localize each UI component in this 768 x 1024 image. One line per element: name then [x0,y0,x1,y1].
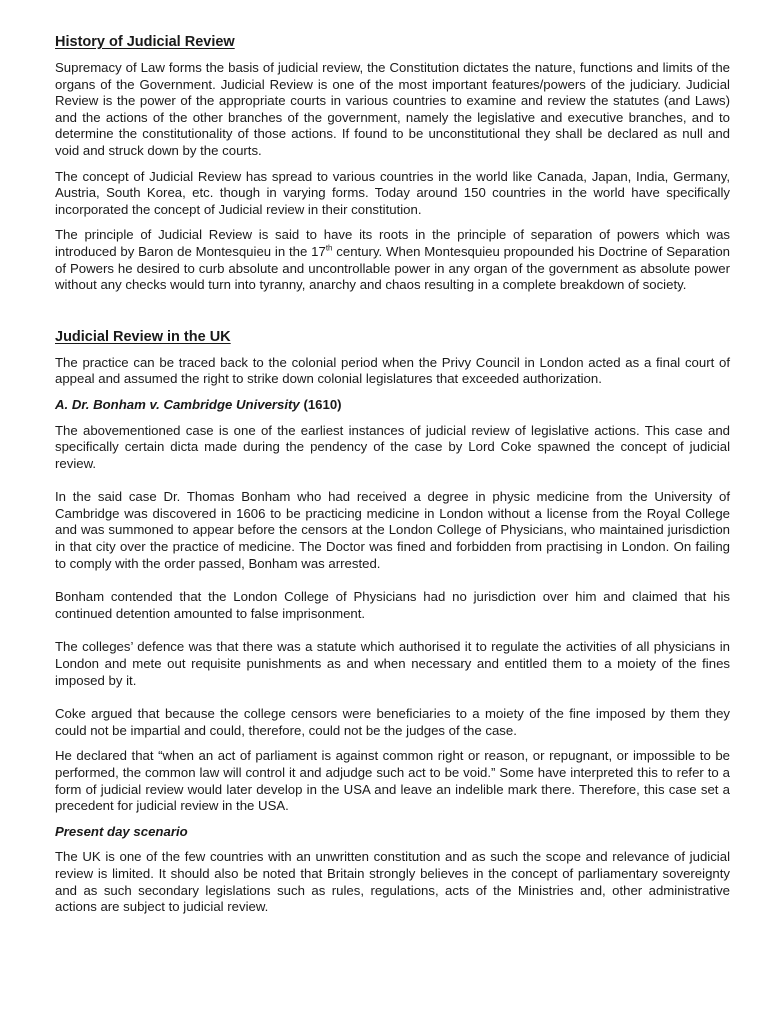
paragraph-supremacy: Supremacy of Law forms the basis of judicial review, the Constitution dictates the nature, functions and limits of the organs of the Government. Judicial Review is one of the most important features/powers of the judiciary. Judicial Review is the power of the appropriate courts in various countries to examine and review the statutes (and Laws) and the actions of the other branches of the government, namely the legislative and executive branches, and to determine the constitutionality of those actions. If found to be unconstitutional they shall be declared as null and void and struck down by the courts. [55,60,730,158]
paragraph-spread: The concept of Judicial Review has spread to various countries in the world like Canada, Japan, India, Germany, Austria, South Korea, etc. though in varying forms. Today around 150 countries in the world have specifically incorporated the concept of Judicial review in their constitution. [55,168,730,217]
case-title: A. Dr. Bonham v. Cambridge University [55,396,300,412]
paragraph-college-defence: The colleges’ defence was that there was a statute which authorised it to regulate the activities of all physicians in London and mete out requisite punishments as and when necessary and entitled them to a moiety of the fines imposed by it. [55,639,730,688]
paragraph-earliest-instance: The abovementioned case is one of the earliest instances of judicial review of legislative actions. This case and specifically certain dicta made during the pendency of the case by Lord Coke spawned the concept of judicial review. [55,422,730,471]
paragraph-separation-of-powers [55,227,730,293]
superscript-th: th [325,243,333,253]
subheading-present-day: Present day scenario [55,823,188,839]
paragraph-coke-argument: Coke argued that because the college censors were beneficiaries to a moiety of the fine imposed by them they could not be impartial and could, therefore, could not be the judges of the case. [55,706,730,738]
paragraph-coke-declaration: He declared that “when an act of parliament is against common right or reason, or repugnant, or impossible to be performed, the common law will control it and adjudge such act to be void.” Some have interpreted this to refer to a form of judicial review would later develop in the USA and leave an indelible mark there. Therefore, this case set a precedent for judicial review in the USA. [55,748,730,814]
heading-uk: Judicial Review in the UK [55,328,231,345]
case-heading [55,397,730,414]
paragraph-separation-text-b: century. When Montesquieu propounded his Doctrine of Separation of Powers he desired to curb absolute and uncontrollable power in any organ of the government as absolute power without any checks would turn into tyranny, anarchy and chaos resulting in a complete breakdown of society. [55,243,730,293]
section-spacer [55,303,730,328]
heading-history: History of Judicial Review [55,34,235,50]
paragraph-bonham-facts: In the said case Dr. Thomas Bonham who had received a degree in physic medicine from the University of Cambridge was discovered in 1606 to be practicing medicine in London without a license from the Royal College and was summoned to appear before the censors at the London College of Physicians, who maintained jurisdiction in that city over the practice of medicine. The Doctor was fined and forbidden from practising in London. On failing to comply with the order passed, Bonham was arrested. [55,489,730,571]
paragraph-bonham-contention: Bonham contended that the London College of Physicians had no jurisdiction over him and claimed that his continued detention amounted to false imprisonment. [55,589,730,621]
paragraph-colonial: The practice can be traced back to the colonial period when the Privy Council in London acted as a final court of appeal and assumed the right to strike down colonial legislatures that exceeded authorization. [55,354,730,387]
paragraph-separation-text-a: The principle of Judicial Review is said to have its roots in the principle of separation of powers which was introduced by Baron de Montesquieu in the 17 [55,227,730,259]
case-year: (1610) [299,396,342,412]
paragraph-uk-constitution: The UK is one of the few countries with an unwritten constitution and as such the scope and relevance of judicial review is limited. It should also be noted that Britain strongly believes in the concept of parliamentary sovereignty and as such secondary legislations such as rules, regulations, acts of the Ministries and, other administrative actions are subject to judicial review. [55,849,730,915]
